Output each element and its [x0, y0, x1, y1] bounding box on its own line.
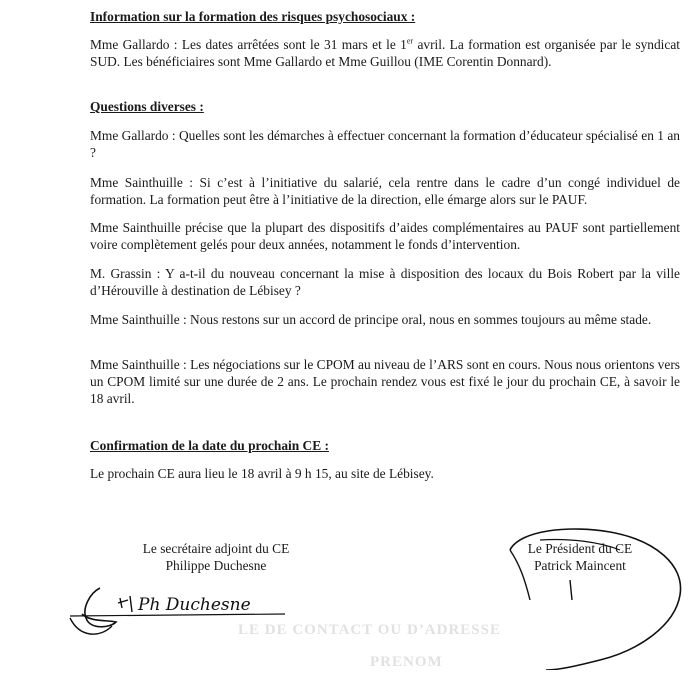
question-paragraph-1: Mme Gallardo : Quelles sont les démarches à effectuer concernant la formation d’éducateur spécialisé en 1 an ?	[90, 128, 680, 161]
section-heading: Questions diverses :	[90, 99, 204, 114]
signatory-role: Le secrétaire adjoint du CE	[142, 541, 290, 556]
signatory-role: Le Président du CE	[527, 541, 633, 556]
question-paragraph-2: Mme Sainthuille : Si c’est à l’initiative du salarié, cela rentre dans le cadre d’un congé individuel de formation. La formation peut être à l’initiative de la direction, elle émarge alors sur le PAUF.	[90, 175, 680, 208]
show-through-title: LE DE CONTACT OU D’ADRESSE	[238, 622, 501, 638]
signature-block-left	[136, 540, 296, 574]
question-paragraph-5: Mme Sainthuille : Nous restons sur un accord de principe oral, nous en sommes toujours au même stade.	[90, 312, 652, 327]
question-paragraph-3: Mme Sainthuille précise que la plupart des dispositifs d’aides complémentaires au PAUF sont partiellement voire complètement gelés pour deux années, notamment le fonds d’intervention.	[90, 220, 680, 253]
questions-heading	[90, 98, 680, 115]
handwritten-signature-left	[60, 578, 290, 638]
show-through-subtitle: PRENOM	[370, 654, 443, 670]
section-heading: Confirmation de la date du prochain CE :	[90, 438, 329, 453]
confirmation-heading	[90, 437, 680, 454]
formation-paragraph	[90, 36, 680, 70]
section-heading: Information sur la formation des risques psychosociaux :	[90, 9, 416, 24]
confirmation-paragraph: Le prochain CE aura lieu le 18 avril à 9 h 15, au site de Lébisey.	[90, 466, 434, 481]
question-paragraph-4: M. Grassin : Y a-t-il du nouveau concernant la mise à disposition des locaux du Bois Robert par la ville d’Hérouville à destination de Lébisey ?	[90, 266, 680, 299]
formation-text-end: avril. La formation est organisée par le syndicat SUD. Les bénéficiaires sont Mme Gallardo et Mme Guillou (IME Corentin Donnard).	[90, 37, 681, 70]
question-paragraph-6: Mme Sainthuille : Les négociations sur le CPOM au niveau de l’ARS sont en cours. Nous nous orientons vers un CPOM limité sur une durée de 2 ans. Le prochain rendez vous est fixé le jour du prochain CE, à savoir le 18 avril.	[90, 357, 680, 407]
handwritten-signature-right	[480, 520, 700, 670]
signatory-name: Patrick Maincent	[534, 558, 626, 573]
ordinal-superscript: er	[406, 36, 414, 46]
formation-text-start: Mme Gallardo : Les dates arrêtées sont le 31 mars et le 1	[90, 37, 407, 52]
formation-heading	[90, 8, 680, 25]
signatory-name: Philippe Duchesne	[165, 558, 267, 573]
signature-script-text: Ph Duchesne	[138, 595, 251, 615]
